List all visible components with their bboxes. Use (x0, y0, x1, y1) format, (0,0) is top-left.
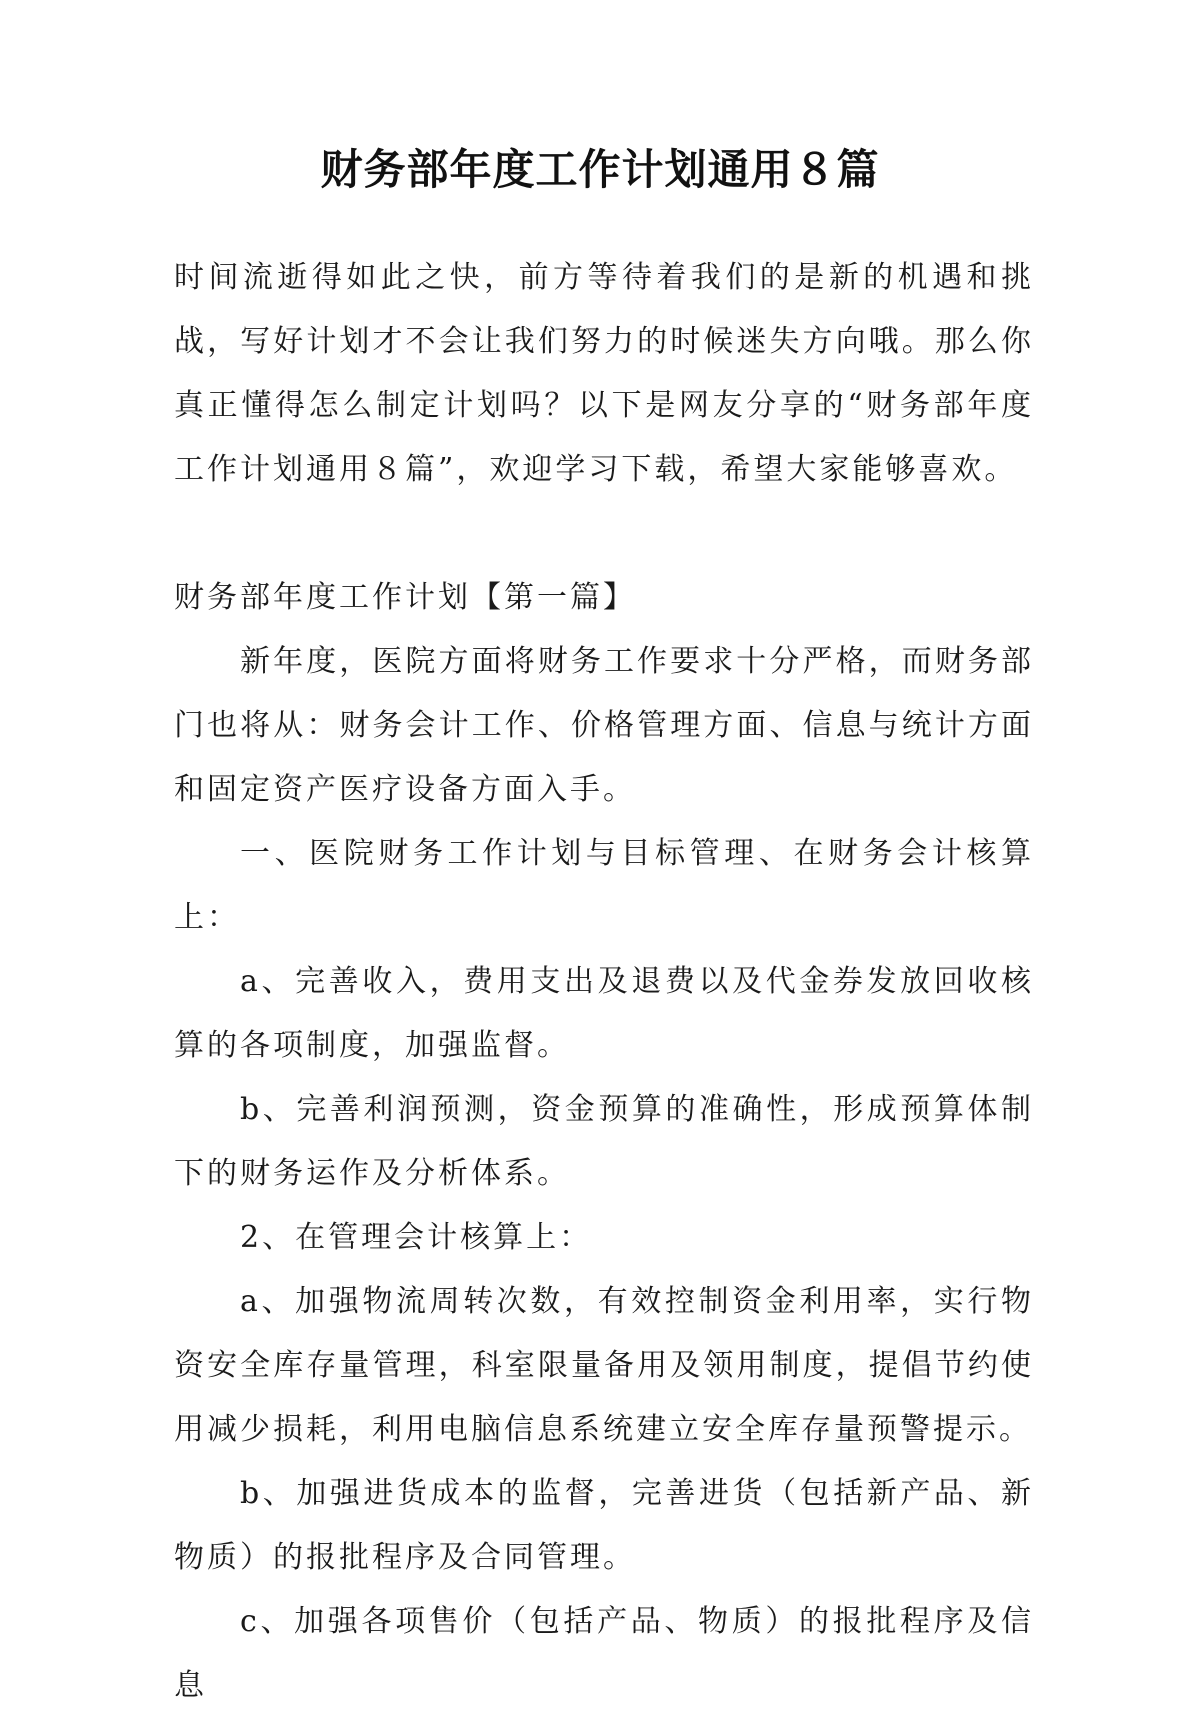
body-paragraph: c、加强各项售价（包括产品、物质）的报批程序及信息 (174, 1604, 1034, 1703)
body-paragraph: 2、在管理会计核算上： (240, 1220, 593, 1255)
body-paragraph: b、完善利润预测，资金预算的准确性，形成预算体制下的财务运作及分析体系。 (174, 1092, 1034, 1191)
body-paragraph: a、完善收入，费用支出及退费以及代金券发放回收核算的各项制度，加强监督。 (174, 964, 1034, 1063)
body-paragraph: b、加强进货成本的监督，完善进货（包括新产品、新物质）的报批程序及合同管理。 (174, 1476, 1034, 1575)
document-body (174, 246, 1034, 1718)
intro-paragraph: 时间流逝得如此之快，前方等待着我们的是新的机遇和挑战，写好计划才不会让我们努力的时候迷失方向哦。那么你真正懂得怎么制定计划吗？以下是网友分享的“财务部年度工作计划通用８篇”，欢迎学习下载，希望大家能够喜欢。 (174, 260, 1034, 487)
body-paragraph: 新年度，医院方面将财务工作要求十分严格，而财务部门也将从：财务会计工作、价格管理方面、信息与统计方面和固定资产医疗设备方面入手。 (174, 644, 1034, 807)
body-paragraph: a、加强物流周转次数，有效控制资金利用率，实行物资安全库存量管理，科室限量备用及领用制度，提倡节约使用减少损耗，利用电脑信息系统建立安全库存量预警提示。 (174, 1284, 1034, 1447)
body-paragraph: 一、医院财务工作计划与目标管理、在财务会计核算上： (174, 836, 1034, 935)
document-title: 财务部年度工作计划通用８篇 (320, 145, 880, 195)
section-title: 财务部年度工作计划【第一篇】 (174, 580, 636, 615)
